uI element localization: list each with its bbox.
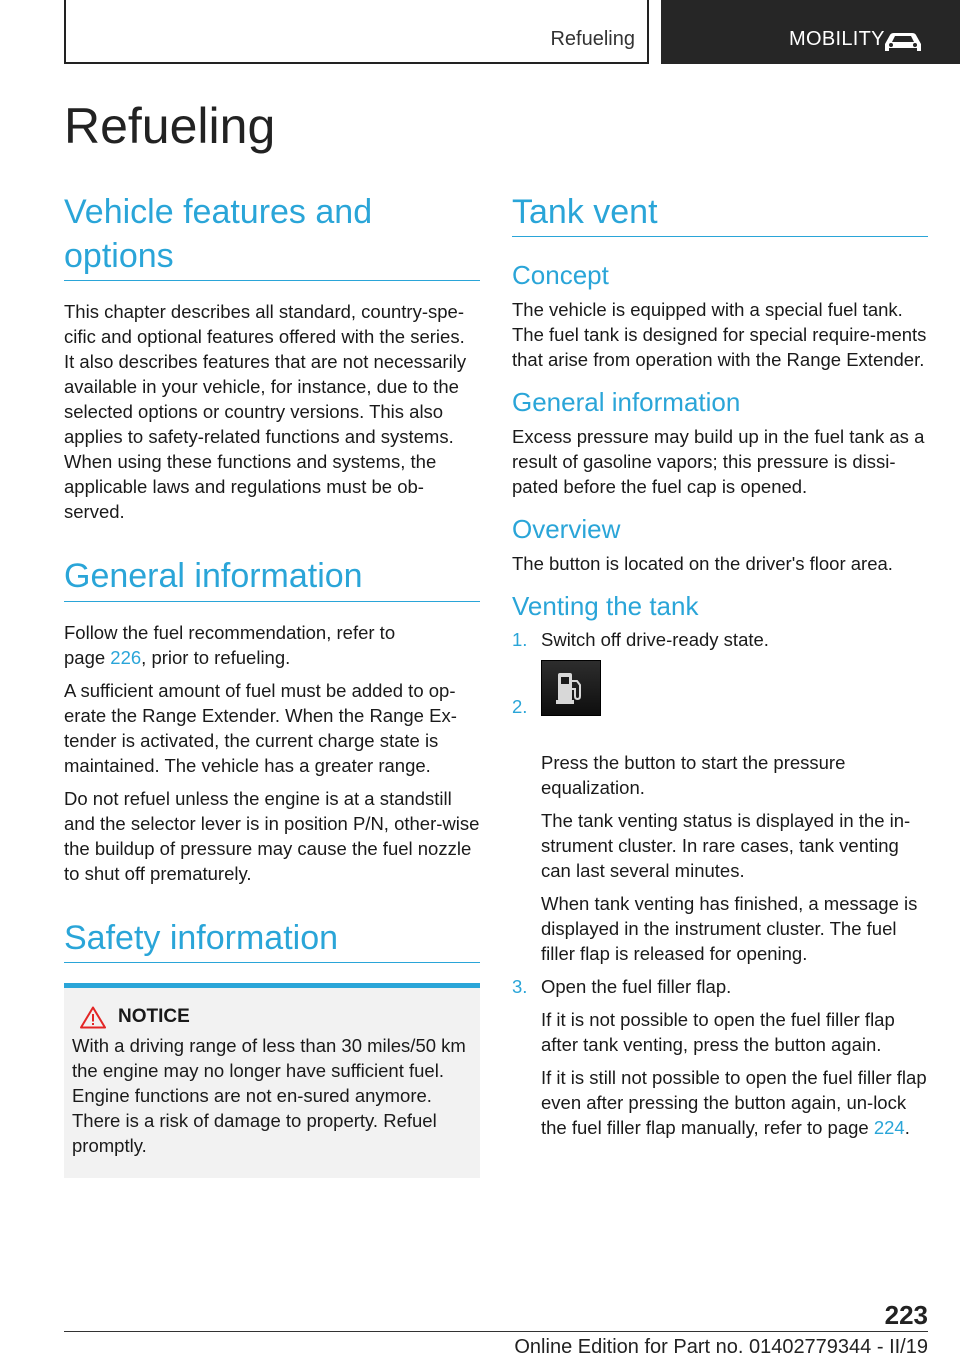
step-number: 2. [512,696,528,718]
vehicle-features-body: This chapter describes all standard, country-spe-cific and optional features offered with the series. It also describes features that are not necessarily available in your vehicle, for instance, due to the selected options or country versions. This also applies to safety-related functions and systems. When using these functions and systems, the applicable laws and regulations must be ob-served. [64,301,467,523]
edition-label: Online Edition for Part no. 01402779344 - II/19 [514,1336,928,1358]
range-extender-text: A sufficient amount of fuel must be added to op-erate the Range Extender. When the Range Ex-tender is activated, the current charge state is maintained. The vehicle has a greater range. [64,679,457,776]
step-3 [512,974,928,1140]
step-text: Press the button to start the pressure equalization. [541,660,928,800]
tank-general-information-heading: General information [512,386,741,417]
general-information-heading: General information [64,554,480,601]
right-column [512,190,928,1140]
header-section-label: Refueling [550,28,635,50]
step-1 [512,627,928,652]
step-number: 1. [512,629,528,651]
tank-vent-button-image [541,660,601,716]
warning-triangle-icon [80,1006,106,1029]
step-2 [512,660,928,966]
safety-information-heading: Safety information [64,916,480,963]
notice-title: NOTICE [118,1006,190,1028]
notice-header [72,1006,472,1029]
fuel-pump-icon [556,671,586,705]
tank-vent-heading: Tank vent [512,190,928,237]
header-category-box [661,0,960,64]
step-text: If it is still not possible to open the fuel filler flap even after pressing the button again, un-lock the fuel filler flap manually, refer to page 224. [541,1067,927,1139]
step-text: The tank venting status is displayed in the in-strument cluster. In rare cases, tank venting can last several minutes. [541,810,911,882]
page-title: Refueling [64,98,276,154]
page-224-link[interactable]: 224 [873,1117,905,1139]
concept-heading: Concept [512,260,609,291]
car-icon [881,30,925,54]
step-text: Switch off drive-ready state. [541,629,769,651]
tank-general-information-body: Excess pressure may build up in the fuel tank as a result of gasoline vapors; this pressure is dissi-pated before the fuel cap is opened. [512,425,925,497]
overview-heading: Overview [512,513,621,544]
vehicle-features-heading: Vehicle features and options [64,190,480,281]
step-text: When tank venting has finished, a message is displayed in the instrument cluster. The fuel filler flap is released for opening. [541,893,918,965]
step-number: 3. [512,976,528,998]
header-section-box [64,0,649,64]
step-text: If it is not possible to open the fuel filler flap after tank venting, press the button again. [541,1009,895,1056]
concept-body: The vehicle is equipped with a special fuel tank. The fuel tank is designed for special require-ments that arise from operation with the Range Extender. [512,298,927,370]
step-text: Open the fuel filler flap. [541,976,732,998]
page-number: 223 [884,1300,928,1330]
footer-divider [64,1331,928,1332]
notice-box [64,983,480,1178]
fuel-recommendation-text: Follow the fuel recommendation, refer to page 226, prior to refueling. [64,621,396,668]
page-226-link[interactable]: 226 [110,646,142,668]
notice-text: With a driving range of less than 30 miles/50 km the engine may no longer have sufficient fuel. Engine functions are not en-sured anymore. There is a risk of damage to property. Refuel promptly. [72,1034,466,1156]
left-column [64,190,480,1178]
overview-body: The button is located on the driver's floor area. [512,552,893,574]
refuel-standstill-text: Do not refuel unless the engine is at a standstill and the selector lever is in position P/N, other-wise the buildup of pressure may cause the fuel nozzle to shut off prematurely. [64,787,480,884]
header-category-label: MOBILITY [789,28,885,50]
venting-tank-heading: Venting the tank [512,590,699,621]
